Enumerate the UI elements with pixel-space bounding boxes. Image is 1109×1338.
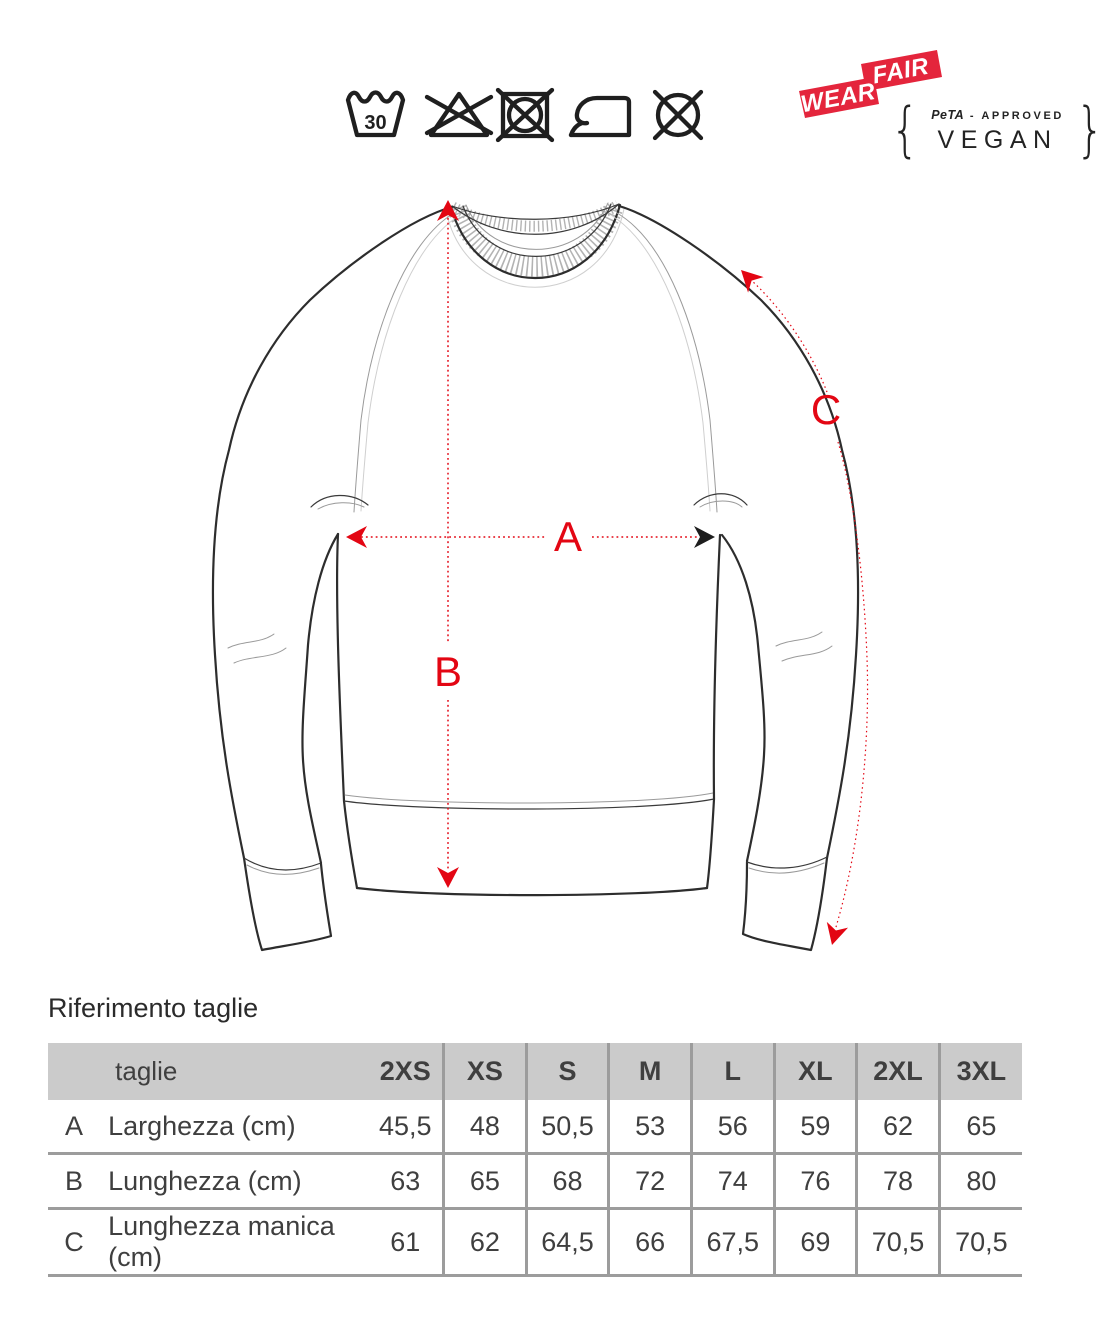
measure-value: 80 [939, 1154, 1022, 1209]
size-column-header: XL [774, 1043, 857, 1100]
measure-value: 56 [691, 1100, 774, 1154]
fair-wear-word-2: WEAR [798, 77, 878, 119]
measure-value: 53 [609, 1100, 692, 1154]
table-row-length [48, 1154, 1022, 1209]
label-c: C [810, 386, 842, 433]
corner-header: taglie [48, 1043, 355, 1100]
measurement-length-b [434, 200, 462, 888]
measure-value: 65 [444, 1154, 527, 1209]
size-column-header: S [526, 1043, 609, 1100]
measure-value: 69 [774, 1209, 857, 1276]
measure-value: 70,5 [857, 1209, 940, 1276]
measure-value: 66 [609, 1209, 692, 1276]
table-row-sleeve [48, 1209, 1022, 1276]
measure-value: 72 [609, 1154, 692, 1209]
seam-lines [228, 213, 832, 663]
measure-value: 48 [444, 1100, 527, 1154]
arrowhead-a-left [346, 526, 367, 548]
vegan-brace-left: { [890, 95, 920, 165]
arrowhead-c-bottom [821, 922, 848, 948]
measure-letter: A [48, 1100, 100, 1154]
measure-value: 62 [857, 1100, 940, 1154]
vegan-label: VEGAN [937, 125, 1058, 154]
measure-label: Lunghezza manica (cm) [100, 1209, 355, 1276]
size-column-header: M [609, 1043, 692, 1100]
measurement-sleeve-c [733, 262, 867, 948]
arrowhead-c-top [733, 262, 763, 292]
measure-value: 59 [774, 1100, 857, 1154]
measure-label: Lunghezza (cm) [100, 1154, 355, 1209]
measure-value: 70,5 [939, 1209, 1022, 1276]
arrowhead-a-right [694, 526, 715, 548]
measure-value: 78 [857, 1154, 940, 1209]
measure-value: 76 [774, 1154, 857, 1209]
size-table-header-row [48, 1043, 1022, 1100]
size-table-title: Riferimento taglie [48, 993, 259, 1023]
wash-temp-label: 30 [364, 112, 387, 134]
measure-value: 74 [691, 1154, 774, 1209]
measure-value: 63 [355, 1154, 443, 1209]
measure-value: 50,5 [526, 1100, 609, 1154]
size-column-header: 2XS [355, 1043, 443, 1100]
measure-letter: B [48, 1154, 100, 1209]
measurement-width-a [346, 513, 715, 560]
measure-value: 68 [526, 1154, 609, 1209]
measure-value: 61 [355, 1209, 443, 1276]
measure-value: 65 [939, 1100, 1022, 1154]
garment-outline [213, 206, 858, 950]
measure-value: 67,5 [691, 1209, 774, 1276]
collar [446, 203, 624, 287]
size-column-header: L [691, 1043, 774, 1100]
size-column-header: 2XL [857, 1043, 940, 1100]
measure-value: 45,5 [355, 1100, 443, 1154]
vegan-brace-right: } [1075, 95, 1105, 165]
approved-label: - APPROVED [969, 109, 1064, 122]
size-table [48, 1043, 1022, 1277]
table-row-width [48, 1100, 1022, 1154]
measure-label: Larghezza (cm) [100, 1100, 355, 1154]
size-column-header: 3XL [939, 1043, 1022, 1100]
label-a: A [553, 513, 583, 560]
measure-letter: C [48, 1209, 100, 1276]
label-b: B [433, 648, 463, 695]
fair-wear-word-1: FAIR [870, 52, 931, 90]
peta-wordmark: PeTA [931, 107, 965, 122]
measure-value: 62 [444, 1209, 527, 1276]
size-column-header: XS [444, 1043, 527, 1100]
measure-value: 64,5 [526, 1209, 609, 1276]
arrowhead-b-bottom [437, 867, 459, 888]
